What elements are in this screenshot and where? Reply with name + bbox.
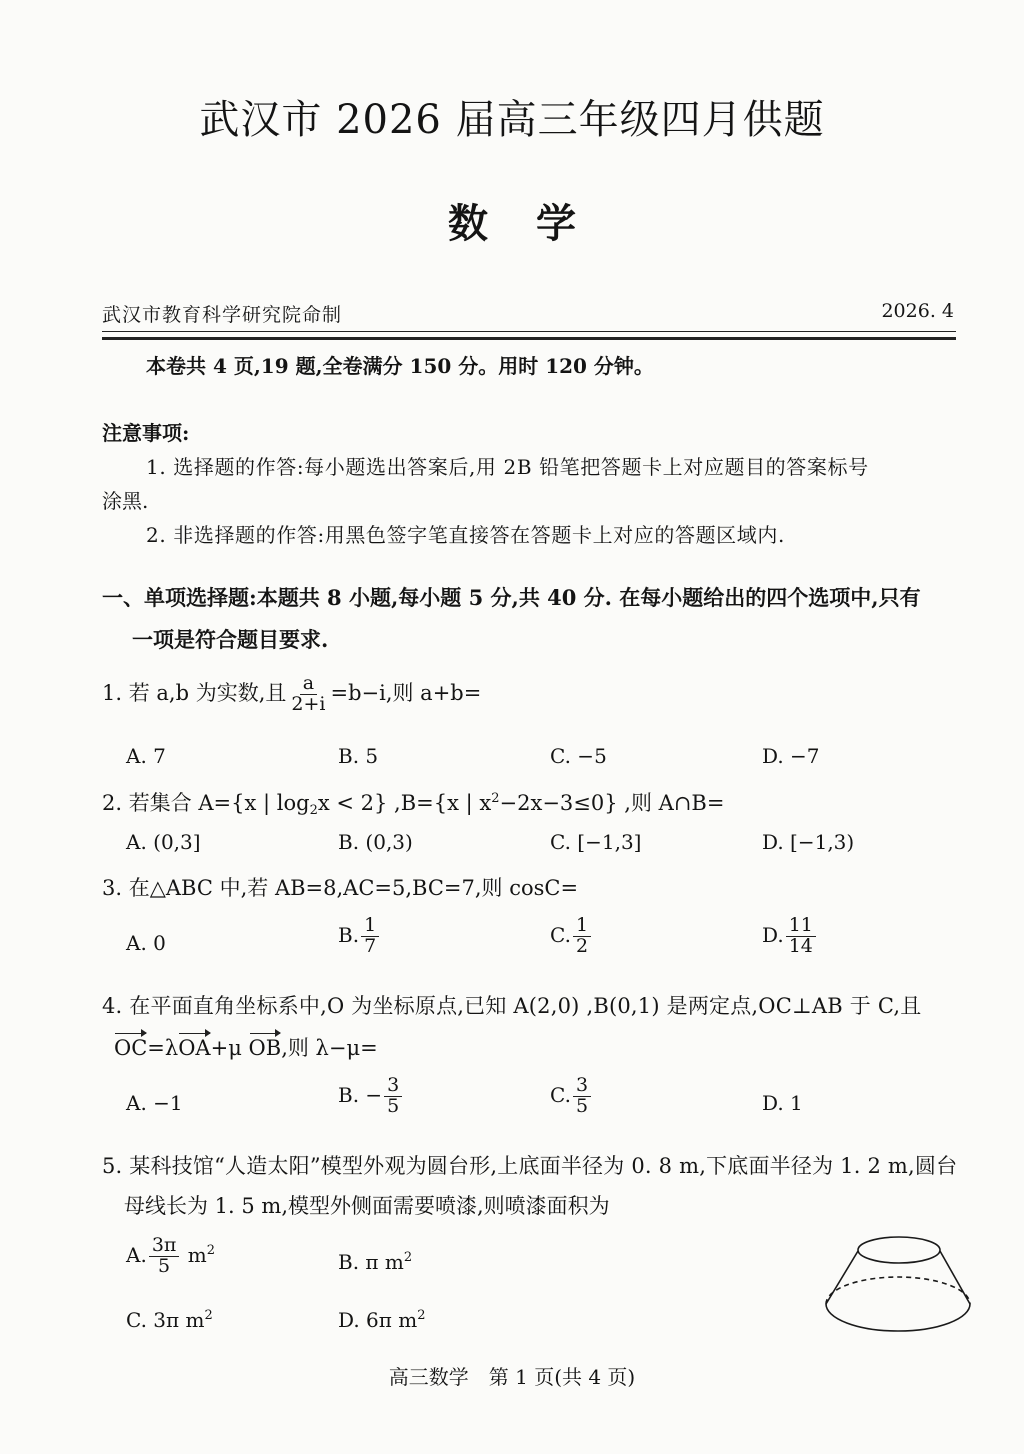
exponent: 2 [491, 791, 500, 806]
vector-ob: OB [248, 1036, 282, 1060]
q2-option-d: D. [−1,3) [762, 830, 855, 854]
vector-oa: OA [178, 1036, 211, 1060]
exam-date: 2026. 4 [881, 300, 954, 322]
question-1-suffix: =b−i,则 a+b= [330, 680, 482, 705]
fraction-numerator: 1 [361, 916, 379, 937]
q3-option-b-fraction [361, 916, 379, 957]
frustum-left-edge [826, 1251, 858, 1304]
section-heading: 一、单项选择题:本题共 8 小题,每小题 5 分,共 40 分. 在每小题给出的四个选项中,只有 [102, 585, 921, 610]
fraction-numerator: 11 [786, 916, 816, 937]
question-4-stem: 4. 在平面直角坐标系中,O 为坐标原点,已知 A(2,0) ,B(0,1) 是两定点,OC⊥AB 于 C,且 [102, 994, 922, 1018]
q4-option-b-fraction [384, 1076, 402, 1117]
q4-option-c-label: C. [550, 1082, 571, 1107]
log-base: 2 [309, 803, 318, 818]
publisher: 武汉市教育科学研究院命制 [102, 304, 343, 326]
notes-heading: 注意事项: [102, 421, 190, 445]
frustum-bottom-front [826, 1304, 970, 1331]
q4-option-c-fraction [573, 1076, 591, 1117]
fraction-numerator: 3 [573, 1076, 591, 1097]
q2-option-b: B. (0,3) [338, 830, 413, 854]
q3-option-b-label: B. [338, 922, 360, 947]
notes-item-2: 2. 非选择题的作答:用黑色签字笔直接答在答题卡上对应的答题区域内. [146, 523, 785, 547]
question-5-stem: 5. 某科技馆“人造太阳”模型外观为圆台形,上底面半径为 0. 8 m,下底面半径为 1. 2 m,圆台 [102, 1154, 958, 1178]
q4-option-a: A. −1 [126, 1091, 183, 1115]
q3-option-c-fraction [573, 916, 591, 957]
header-rule-thick [102, 337, 956, 340]
header-rule-thin [102, 331, 956, 332]
question-3-stem: 3. 在△ABC 中,若 AB=8,AC=5,BC=7,则 cosC= [102, 876, 579, 900]
exam-title: 武汉市 2026 届高三年级四月供题 [199, 97, 825, 143]
notes-item-1: 1. 选择题的作答:每小题选出答案后,用 2B 铅笔把答题卡上对应题目的答案标号 [146, 455, 869, 479]
question-1-fraction [288, 674, 328, 715]
question-4-vector-equation [114, 1032, 378, 1062]
frustum-bottom-back [826, 1277, 970, 1304]
q2-option-a: A. (0,3] [126, 830, 201, 854]
question-2-stem [102, 787, 724, 818]
notes-item-1-cont: 涂黑. [102, 489, 149, 513]
fraction-denominator: 5 [158, 1254, 171, 1277]
exam-summary: 本卷共 4 页,19 题,全卷满分 150 分。用时 120 分钟。 [146, 354, 654, 378]
q5-option-a [126, 1236, 215, 1277]
fraction-denominator: 2+i [291, 692, 326, 715]
q1-option-d: D. −7 [762, 744, 820, 768]
q4-option-d: D. 1 [762, 1091, 803, 1115]
question-1-stem [102, 674, 481, 715]
question-4-tail: ,则 λ−μ= [281, 1036, 378, 1060]
fraction-denominator: 14 [788, 934, 813, 957]
q5-option-d [338, 1308, 426, 1332]
q5-option-a-label: A. [126, 1242, 147, 1267]
q5-option-b-text: B. π m [338, 1250, 404, 1274]
q1-option-b: B. 5 [338, 744, 379, 768]
section-heading-cont: 一项是符合题目要求. [132, 627, 329, 652]
plus-mu: +μ [210, 1036, 242, 1060]
frustum-right-edge [940, 1251, 970, 1304]
q5-option-c [126, 1308, 213, 1332]
q2-part-3: −2x−3≤0} ,则 A∩B= [499, 791, 725, 815]
square-superscript: 2 [417, 1308, 426, 1323]
unit-meter: m [187, 1242, 207, 1267]
q3-option-d [762, 916, 818, 957]
q2-option-c: C. [−1,3] [550, 830, 642, 854]
fraction-denominator: 2 [575, 934, 589, 957]
subject-title: 数学 [448, 200, 624, 247]
square-superscript: 2 [206, 1242, 215, 1258]
vector-oc: OC [114, 1036, 148, 1060]
q3-option-b [338, 916, 381, 957]
q3-option-c [550, 916, 593, 957]
fraction-denominator: 7 [364, 934, 377, 957]
q5-option-d-text: D. 6π m [338, 1308, 418, 1332]
fraction-numerator: 3π [149, 1236, 180, 1257]
q3-option-c-label: C. [550, 922, 571, 947]
equals-lambda: =λ [147, 1036, 179, 1060]
page-footer: 高三数学 第 1 页(共 4 页) [388, 1365, 636, 1389]
q5-option-b [338, 1250, 412, 1274]
fraction-numerator: 3 [384, 1076, 402, 1097]
q1-option-c: C. −5 [550, 744, 607, 768]
frustum-figure [822, 1232, 974, 1338]
frustum-top-ellipse [858, 1237, 940, 1263]
fraction-numerator: a [300, 674, 317, 695]
q3-option-d-fraction [786, 916, 816, 957]
q4-option-b [338, 1076, 404, 1117]
q3-option-a: A. 0 [126, 931, 166, 955]
q5-option-c-text: C. 3π m [126, 1308, 205, 1332]
q3-option-d-label: D. [762, 922, 784, 947]
q4-option-b-label: B. − [338, 1082, 383, 1107]
q2-part-2: x < 2} ,B={x | x [317, 791, 492, 815]
fraction-denominator: 5 [575, 1094, 589, 1117]
q1-option-a: A. 7 [126, 744, 166, 768]
fraction-denominator: 5 [387, 1094, 400, 1117]
q4-option-c [550, 1076, 593, 1117]
fraction-numerator: 1 [573, 916, 591, 937]
q2-part-1: 2. 若集合 A={x | log [102, 791, 310, 815]
square-superscript: 2 [403, 1250, 413, 1265]
square-superscript: 2 [204, 1308, 213, 1323]
question-1-prefix: 1. 若 a,b 为实数,且 [102, 680, 287, 705]
q5-option-a-fraction [149, 1236, 180, 1277]
question-5-stem-cont: 母线长为 1. 5 m,模型外侧面需要喷漆,则喷漆面积为 [124, 1194, 610, 1218]
